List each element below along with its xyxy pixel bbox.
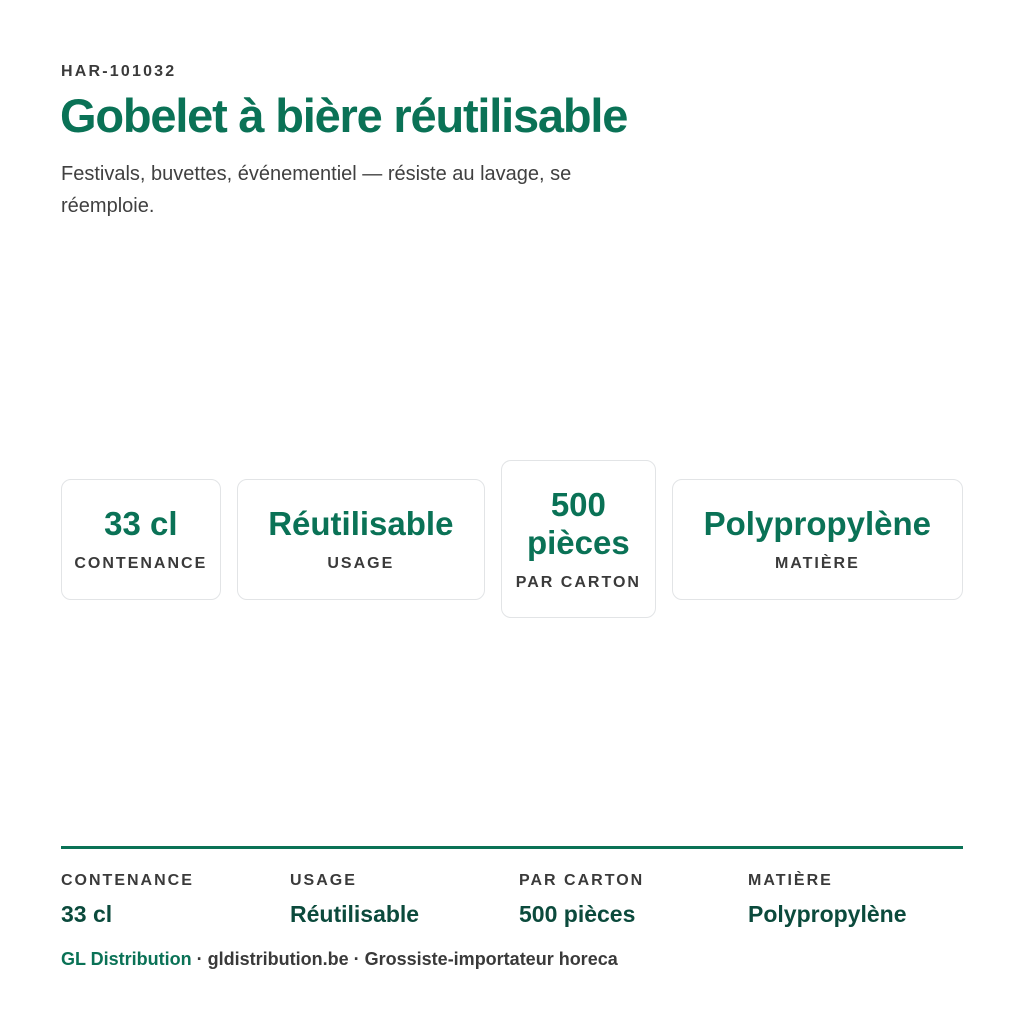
highlight-value: 33 cl bbox=[104, 505, 178, 542]
spec-label: MATIÈRE bbox=[748, 872, 833, 889]
spec-label: USAGE bbox=[290, 872, 357, 889]
spec-value: Réutilisable bbox=[290, 901, 420, 927]
product-title: Gobelet à bière réutilisable bbox=[60, 89, 628, 142]
spec-usage bbox=[290, 872, 519, 928]
highlight-label: MATIÈRE bbox=[774, 555, 860, 572]
spec-per-carton bbox=[519, 872, 748, 928]
highlight-card-capacity bbox=[61, 479, 221, 600]
spec-value: Polypropylène bbox=[748, 901, 907, 927]
spec-capacity bbox=[61, 872, 290, 928]
highlight-value: Réutilisable bbox=[268, 505, 454, 542]
highlight-label: PAR CARTON bbox=[515, 574, 641, 591]
highlight-card-per-carton bbox=[501, 460, 656, 618]
spec-label: PAR CARTON bbox=[519, 872, 645, 889]
spec-value: 33 cl bbox=[61, 901, 113, 927]
highlight-value: Polypropylène bbox=[703, 505, 932, 542]
highlight-value: 500 pièces bbox=[526, 486, 630, 561]
product-sku: HAR-101032 bbox=[61, 63, 177, 80]
highlight-label: USAGE bbox=[327, 555, 395, 572]
footer bbox=[61, 949, 618, 970]
divider bbox=[61, 846, 963, 849]
spec-label: CONTENANCE bbox=[61, 872, 194, 889]
highlight-label: CONTENANCE bbox=[74, 555, 208, 572]
spec-table bbox=[61, 872, 981, 928]
highlight-card-usage bbox=[237, 479, 485, 600]
highlight-cards bbox=[61, 460, 963, 618]
footer-info: · gldistribution.be · Grossiste-importateur horeca bbox=[191, 949, 618, 969]
product-subtitle: Festivals, buvettes, événementiel — résiste au lavage, se réemploie. bbox=[61, 163, 572, 217]
spec-material bbox=[748, 872, 977, 928]
footer-brand: GL Distribution bbox=[61, 949, 192, 969]
spec-value: 500 pièces bbox=[519, 901, 636, 927]
highlight-card-material bbox=[672, 479, 963, 600]
